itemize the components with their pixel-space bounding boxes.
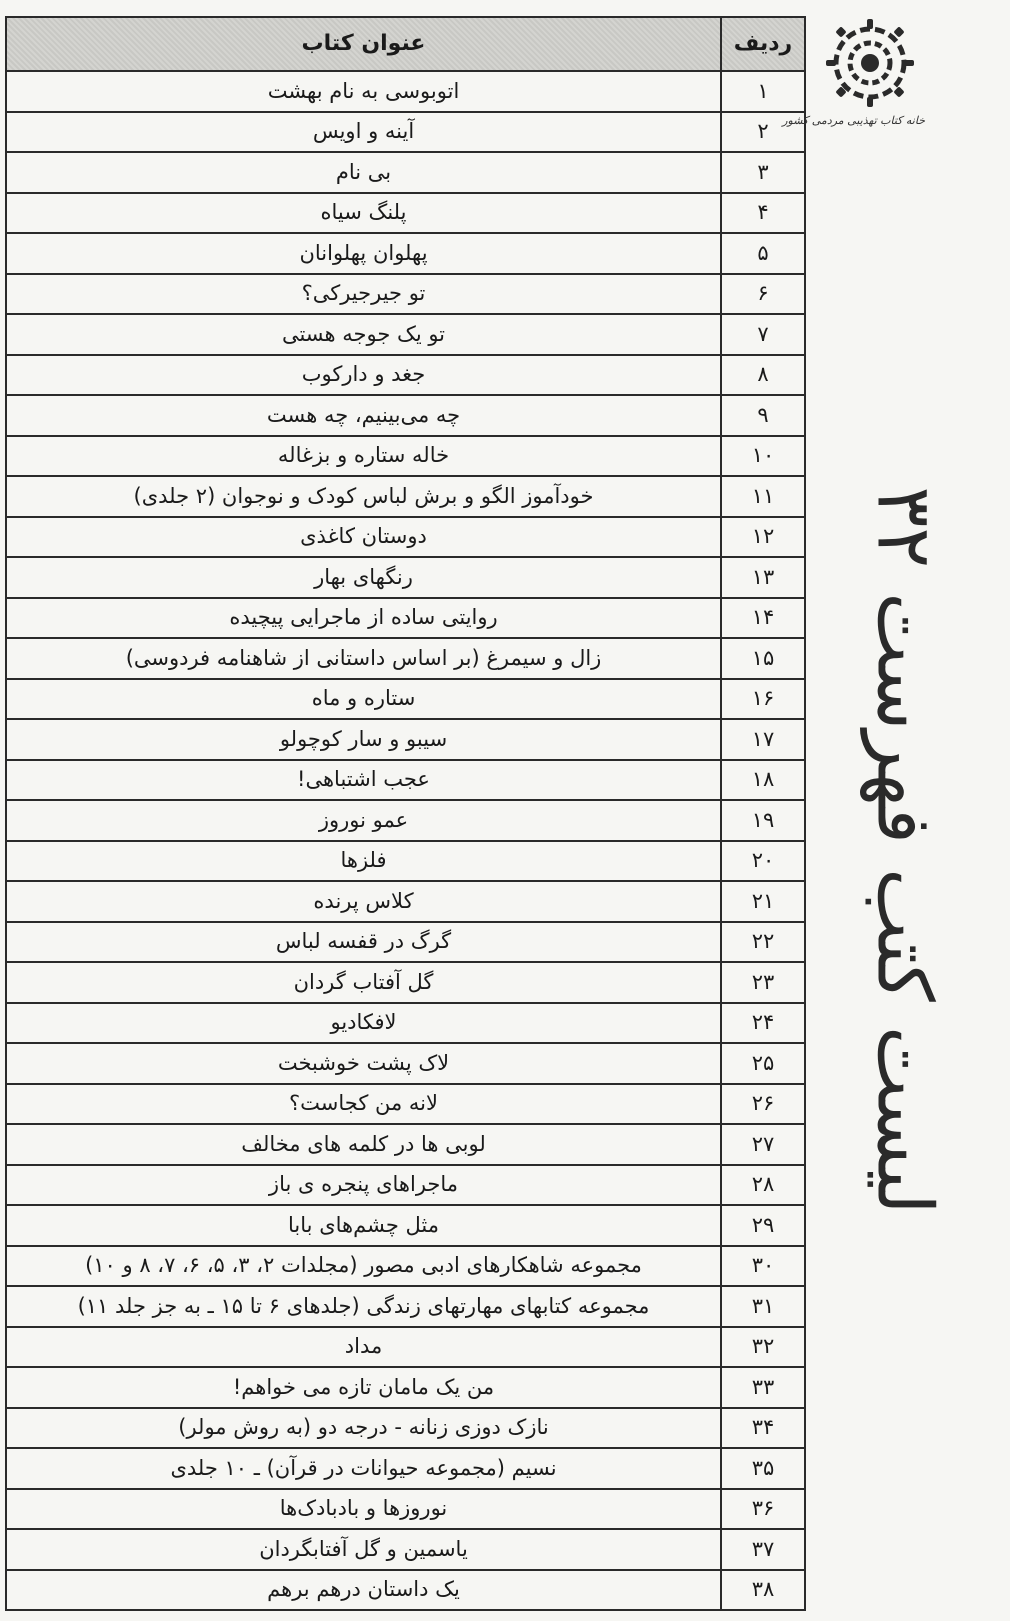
book-title-cell: سیبو و سار کوچولو [6,719,721,760]
row-number-cell: ۳۴ [721,1408,805,1449]
row-number-cell: ۱۹ [721,800,805,841]
book-title-cell: مداد [6,1327,721,1368]
table-row [6,476,805,517]
book-title-cell: ستاره و ماه [6,679,721,720]
table-row [6,719,805,760]
row-number-cell: ۱۱ [721,476,805,517]
table-row [6,800,805,841]
handwritten-side-title [860,470,950,1230]
book-title-cell: لافکادیو [6,1003,721,1044]
table-row [6,395,805,436]
table-row [6,1408,805,1449]
book-title-cell: زال و سیمرغ (بر اساس داستانی از شاهنامه فردوسی) [6,638,721,679]
book-title-cell: لانه من کجاست؟ [6,1084,721,1125]
side-title-text: لیست کتب فهرست ۳۲ [860,486,950,1214]
table-row [6,1327,805,1368]
book-title-cell: مجموعه کتابهای مهارتهای زندگی (جلدهای ۶ تا ۱۵ ـ به جز جلد ۱۱) [6,1286,721,1327]
table-row [6,71,805,112]
book-title-cell: خودآموز الگو و برش لباس کودک و نوجوان (۲ جلدی) [6,476,721,517]
table-row [6,1286,805,1327]
row-number-cell: ۲۵ [721,1043,805,1084]
table-row [6,557,805,598]
row-number-cell: ۱۶ [721,679,805,720]
row-number-cell: ۲۲ [721,922,805,963]
row-number-cell: ۷ [721,314,805,355]
table-row [6,962,805,1003]
row-number-cell: ۳۵ [721,1448,805,1489]
row-number-cell: ۱۲ [721,517,805,558]
row-number-cell: ۲۶ [721,1084,805,1125]
table-header-row [6,17,805,71]
book-title-cell: گل آفتاب گردان [6,962,721,1003]
book-title-cell: چه می‌بینیم، چه هست [6,395,721,436]
book-title-cell: مجموعه شاهکارهای ادبی مصور (مجلدات ۲، ۳، ۵، ۶، ۷، ۸ و ۱۰) [6,1246,721,1287]
row-number-cell: ۳۶ [721,1489,805,1530]
book-title-cell: عمو نوروز [6,800,721,841]
book-title-cell: تو جیرجیرکی؟ [6,274,721,315]
book-title-cell: رنگهای بهار [6,557,721,598]
row-number-cell: ۱۳ [721,557,805,598]
table-row [6,355,805,396]
table-row [6,314,805,355]
table-row [6,233,805,274]
book-title-cell: بی نام [6,152,721,193]
table-row [6,922,805,963]
row-number-cell: ۹ [721,395,805,436]
book-title-cell: عجب اشتباهی! [6,760,721,801]
table-row [6,1205,805,1246]
row-number-cell: ۱۰ [721,436,805,477]
row-number-cell: ۳۲ [721,1327,805,1368]
book-title-cell: روایتی ساده از ماجرایی پیچیده [6,598,721,639]
book-title-cell: یک داستان درهم برهم [6,1570,721,1611]
row-number-cell: ۲۹ [721,1205,805,1246]
table-row [6,598,805,639]
table-row [6,193,805,234]
table-row [6,881,805,922]
table-row [6,841,805,882]
table-row [6,1246,805,1287]
row-number-cell: ۲۴ [721,1003,805,1044]
book-title-cell: نوروزها و بادبادک‌ها [6,1489,721,1530]
book-title-cell: ماجراهای پنجره ی باز [6,1165,721,1206]
table-row [6,1084,805,1125]
row-number-cell: ۱۵ [721,638,805,679]
row-number-cell: ۱۴ [721,598,805,639]
book-title-cell: من یک مامان تازه می خواهم! [6,1367,721,1408]
table-row [6,1367,805,1408]
book-list-table [5,16,806,1611]
table-row [6,1124,805,1165]
table-row [6,638,805,679]
row-number-cell: ۳۰ [721,1246,805,1287]
row-number-cell: ۳ [721,152,805,193]
row-number-cell: ۳۸ [721,1570,805,1611]
book-title-cell: لاک پشت خوشبخت [6,1043,721,1084]
row-number-cell: ۸ [721,355,805,396]
book-title-cell: پهلوان پهلوانان [6,233,721,274]
row-number-cell: ۲۸ [721,1165,805,1206]
book-title-cell: یاسمین و گل آفتابگردان [6,1529,721,1570]
row-number-cell: ۲۳ [721,962,805,1003]
book-title-cell: جغد و دارکوب [6,355,721,396]
table-body [6,71,805,1610]
book-title-cell: لوبی ها در کلمه های مخالف [6,1124,721,1165]
book-title-cell: گرگ در قفسه لباس [6,922,721,963]
table-row [6,1043,805,1084]
table-row [6,436,805,477]
book-title-cell: تو یک جوجه هستی [6,314,721,355]
table-row [6,679,805,720]
table-row [6,760,805,801]
book-title-cell: نسیم (مجموعه حیوانات در قرآن) ـ ۱۰ جلدی [6,1448,721,1489]
table-row [6,1529,805,1570]
book-title-cell: فلزها [6,841,721,882]
row-number-cell: ۲۷ [721,1124,805,1165]
book-title-cell: پلنگ سیاه [6,193,721,234]
row-number-cell: ۳۱ [721,1286,805,1327]
row-number-cell: ۲ [721,112,805,153]
book-title-cell: دوستان کاغذی [6,517,721,558]
table-row [6,112,805,153]
row-number-cell: ۵ [721,233,805,274]
row-number-cell: ۲۰ [721,841,805,882]
table-row [6,1489,805,1530]
row-number-cell: ۱ [721,71,805,112]
column-header-row-number: ردیف [721,17,805,71]
row-number-cell: ۶ [721,274,805,315]
row-number-cell: ۳۷ [721,1529,805,1570]
publisher-logo [782,18,925,188]
book-title-cell: خاله ستاره و بزغاله [6,436,721,477]
table-row [6,1165,805,1206]
book-title-cell: آینه و اویس [6,112,721,153]
book-title-cell: کلاس پرنده [6,881,721,922]
row-number-cell: ۲۱ [721,881,805,922]
rosette-emblem-icon [825,18,915,108]
table-row [6,517,805,558]
table-row [6,1003,805,1044]
table-row [6,274,805,315]
table-row [6,1570,805,1611]
row-number-cell: ۱۸ [721,760,805,801]
logo-caption: خانه کتاب تهذیبی مردمی کشور [782,114,925,127]
table-row [6,152,805,193]
book-title-cell: مثل چشم‌های بابا [6,1205,721,1246]
table-row [6,1448,805,1489]
row-number-cell: ۴ [721,193,805,234]
column-header-book-title: عنوان کتاب [6,17,721,71]
book-title-cell: نازک دوزی زنانه - درجه دو (به روش مولر) [6,1408,721,1449]
book-title-cell: اتوبوسی به نام بهشت [6,71,721,112]
row-number-cell: ۱۷ [721,719,805,760]
row-number-cell: ۳۳ [721,1367,805,1408]
